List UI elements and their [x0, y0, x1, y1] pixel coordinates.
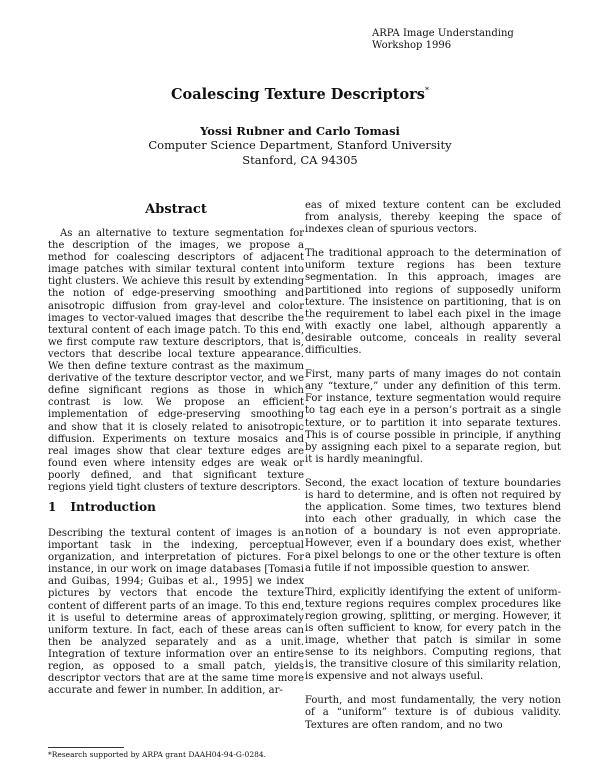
abstract-body [48, 228, 304, 506]
venue-note [372, 28, 514, 52]
section-heading-introduction [48, 500, 156, 514]
title-footnote-mark: * [424, 86, 429, 96]
right-paragraph-1: eas of mixed texture content can be excluded from analysis, thereby keeping the space of indexes clean of spurious vectors. [305, 200, 561, 236]
paper-title [0, 86, 600, 103]
affiliation-dept: Computer Science Department, Stanford University [148, 138, 452, 152]
affiliation-city: Stanford, CA 94305 [242, 153, 358, 167]
section-title: Introduction [70, 500, 156, 514]
paper-title-text: Coalescing Texture Descriptors [171, 86, 425, 103]
venue-line-1: ARPA Image Understanding [372, 28, 514, 39]
right-paragraph-4: Second, the exact location of texture boundaries is hard to determine, and is often not required by the application. Some times, two textures blend into each other gradually, in which case the notion of a boundary is not even appropriate. However, even if a boundary does exist, whether a pixel belongs to one or the other texture is often a futile if not impossible question to answer. [305, 477, 561, 574]
right-paragraph-3: First, many parts of many images do not contain any “texture,” under any definition of this term. For instance, texture segmentation would require to tag each eye in a person’s portrait as a single texture, or to partition it into separate textures. This is of course possible in principle, if anything by assigning each pixel to a separate region, but it is hardly meaningful. [305, 369, 561, 465]
abstract-paragraph: As an alternative to texture segmentation for the description of the images, we propose a method for coalescing descriptors of adjacent image patches with similar textural content into tight clusters. We achieve this result by extending the notion of edge-preserving smoothing and anisotropic diffusion from gray-level and color images to vector-valued images that describe the textural content of each image patch. To this end, we first compute raw texture descriptors, that is, vectors that describe local texture appearance. We then define texture contrast as the maximum derivative of the texture descriptor vector, and we define significant regions as those in which contrast is low. We propose an efficient implementation of edge-preserving smoothing and show that it is closely related to anisotropic diffusion. Experiments on texture mosaics and real images show that clear texture edges are found even where intensity edges are weak or poorly defined, and that significant texture regions yield tight clusters of texture descriptors. [48, 228, 304, 493]
abstract-heading: Abstract [145, 202, 207, 217]
intro-paragraph-1: Describing the textural content of images is an important task in the indexing, perceptual organization, and interpretation of pictures. For instance, in our work on image databases [Tomasi and Guibas, 1994; Guibas et al., 1995] we index pictures by vectors that encode the texture content of different parts of an image. To this end, it is useful to determine areas of approximately uniform texture. In fact, each of these areas can then be analyzed separately and as a unit. Integration of texture information over an entire region, as opposed to a small patch, yields descriptor vectors that are at the same time more accurate and fewer in number. In addition, ar- [48, 528, 304, 697]
affiliation [0, 138, 600, 168]
right-paragraph-2: The traditional approach to the determination of uniform texture regions has been texture segmentation. In this approach, images are partitioned into regions of supposedly uniform texture. The insistence on partitioning, that is on the requirement to label each pixel in the image with exactly one label, although apparently a desirable outcome, conceals in reality several difficulties. [305, 248, 561, 357]
right-column [305, 200, 561, 744]
section-number: 1 [48, 500, 57, 514]
introduction-body [48, 528, 304, 709]
venue-line-2: Workshop 1996 [372, 40, 452, 51]
footnote-rule [48, 747, 124, 748]
footnote: *Research supported by ARPA grant DAAH04-94-G-0284. [48, 750, 267, 759]
right-paragraph-5: Third, explicitly identifying the extent of uniform-texture regions requires complex procedures like region growing, splitting, or merging. However, it is often sufficient to know, for every patch in the image, whether that patch is similar in some sense to its neighbors. Computing regions, that is, the transitive closure of this similarity relation, is expensive and not always useful. [305, 586, 561, 683]
authors: Yossi Rubner and Carlo Tomasi [200, 124, 400, 138]
right-paragraph-6: Fourth, and most fundamentally, the very notion of a “uniform” texture is of dubious validity. Textures are often random, and no two [305, 695, 561, 731]
